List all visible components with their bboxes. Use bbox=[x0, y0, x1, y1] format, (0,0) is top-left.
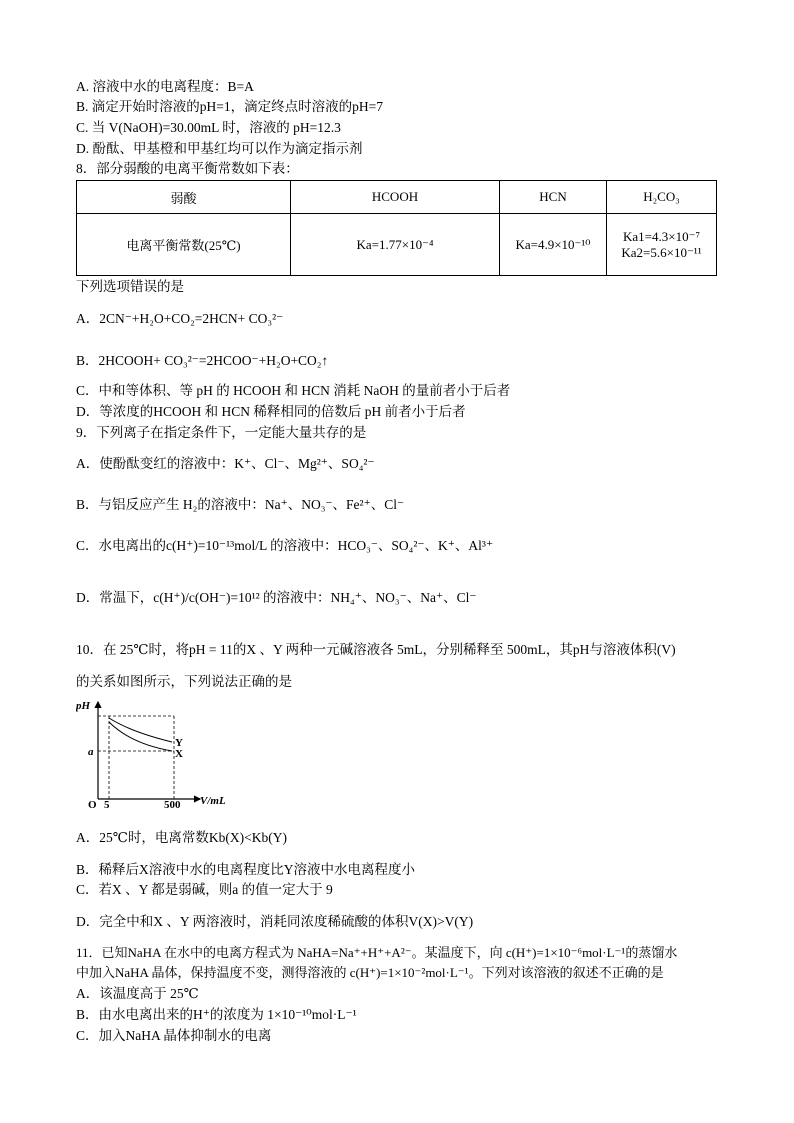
q11-stem-line1: 11．已知NaHA 在水中的电离方程式为 NaHA=Na⁺+H⁺+A²⁻。某温度下，向 c(H⁺)=1×10⁻⁶mol·L⁻¹的蒸馏水 bbox=[76, 945, 678, 960]
q7-option-a: A. 溶液中水的电离程度：B=A bbox=[76, 79, 254, 94]
q10-stem-line1: 10．在 25℃时，将pH = 11的X 、Y 两种一元碱溶液各 5mL，分别稀释至 500mL，其pH与溶液体积(V) bbox=[76, 642, 676, 657]
q10-option-b: B．稀释后X溶液中水的电离程度比Y溶液中水电离程度小 bbox=[76, 862, 416, 877]
x-axis-label: V/mL bbox=[200, 795, 226, 807]
x-tick-5: 5 bbox=[104, 799, 110, 810]
curve-x bbox=[109, 722, 172, 751]
q8-option-d: D．等浓度的HCOOH 和 HCN 稀释相同的倍数后 pH 前者小于后者 bbox=[76, 404, 466, 419]
q8-option-b: B．2HCOOH+ CO₃²⁻=2HCOO⁻+H₂O+CO₂↑ bbox=[76, 353, 329, 368]
q7-option-c: C. 当 V(NaOH)=30.00mL 时，溶液的 pH=12.3 bbox=[76, 120, 341, 135]
q9-option-d: D．常温下，c(H⁺)/c(OH⁻)=10¹² 的溶液中：NH₄⁺、NO₃⁻、Na⁺、Cl⁻ bbox=[76, 590, 477, 605]
header-hcn: HCN bbox=[500, 181, 607, 214]
ph-volume-graph bbox=[76, 696, 246, 810]
header-hcooh: HCOOH bbox=[291, 181, 500, 214]
header-h2co3: H₂CO₃ bbox=[607, 181, 717, 214]
q8-option-a: A．2CN⁻+H₂O+CO₂=2HCN+ CO₃²⁻ bbox=[76, 311, 284, 326]
q9-option-a: A．使酚酞变红的溶液中：K⁺、Cl⁻、Mg²⁺、SO₄²⁻ bbox=[76, 456, 375, 471]
x-tick-500: 500 bbox=[164, 799, 181, 810]
q8-stem: 8．部分弱酸的电离平衡常数如下表： bbox=[76, 161, 299, 176]
q8-question: 下列选项错误的是 bbox=[76, 279, 184, 294]
q7-option-b: B. 滴定开始时溶液的pH=1，滴定终点时溶液的pH=7 bbox=[76, 99, 383, 114]
q10-option-c: C．若X 、Y 都是弱碱，则a 的值一定大于 9 bbox=[76, 882, 333, 897]
q10-option-a: A．25℃时，电离常数Kb(X)<Kb(Y) bbox=[76, 830, 287, 845]
h2co3-ka2: Ka2=5.6×10⁻¹¹ bbox=[621, 244, 702, 260]
header-weak-acid: 弱酸 bbox=[77, 181, 291, 214]
q10-option-d: D．完全中和X 、Y 两溶液时，消耗同浓度稀硫酸的体积V(X)>V(Y) bbox=[76, 914, 474, 929]
curve-y-label: Y bbox=[175, 737, 183, 749]
q11-stem-line2: 中加入NaHA 晶体，保持温度不变，测得溶液的 c(H⁺)=1×10⁻²mol·L⁻¹。下列对该溶液的叙述不正确的是 bbox=[76, 965, 664, 980]
q11-option-b: B．由水电离出来的H⁺的浓度为 1×10⁻¹⁰mol·L⁻¹ bbox=[76, 1007, 357, 1022]
curve-x-label: X bbox=[175, 748, 183, 760]
row-label: 电离平衡常数(25℃) bbox=[77, 214, 291, 276]
q10-stem-line2: 的关系如图所示，下列说法正确的是 bbox=[76, 674, 292, 689]
q9-option-c: C．水电离出的c(H⁺)=10⁻¹³mol/L 的溶液中：HCO₃⁻、SO₄²⁻、K⁺、Al³⁺ bbox=[76, 538, 494, 553]
q11-option-a: A．该温度高于 25℃ bbox=[76, 986, 199, 1001]
q9-option-b: B．与铝反应产生 H₂的溶液中：Na⁺、NO₃⁻、Fe²⁺、Cl⁻ bbox=[76, 497, 405, 512]
q8-option-c: C．中和等体积、等 pH 的 HCOOH 和 HCN 消耗 NaOH 的量前者小于后者 bbox=[76, 383, 511, 398]
hcooh-ka: Ka=1.77×10⁻⁴ bbox=[291, 214, 500, 276]
q7-option-d: D. 酚酞、甲基橙和甲基红均可以作为滴定指示剂 bbox=[76, 141, 363, 156]
h2co3-ka1: Ka1=4.3×10⁻⁷ bbox=[623, 228, 700, 244]
a-label: a bbox=[88, 746, 94, 758]
weak-acid-constant-table bbox=[76, 180, 717, 276]
h2co3-ka bbox=[607, 214, 717, 276]
q11-option-c: C．加入NaHA 晶体抑制水的电离 bbox=[76, 1028, 272, 1043]
hcn-ka: Ka=4.9×10⁻¹⁰ bbox=[500, 214, 607, 276]
q9-stem: 9．下列离子在指定条件下，一定能大量共存的是 bbox=[76, 425, 367, 440]
y-axis-label: pH bbox=[76, 700, 91, 712]
origin-label: O bbox=[88, 799, 97, 810]
